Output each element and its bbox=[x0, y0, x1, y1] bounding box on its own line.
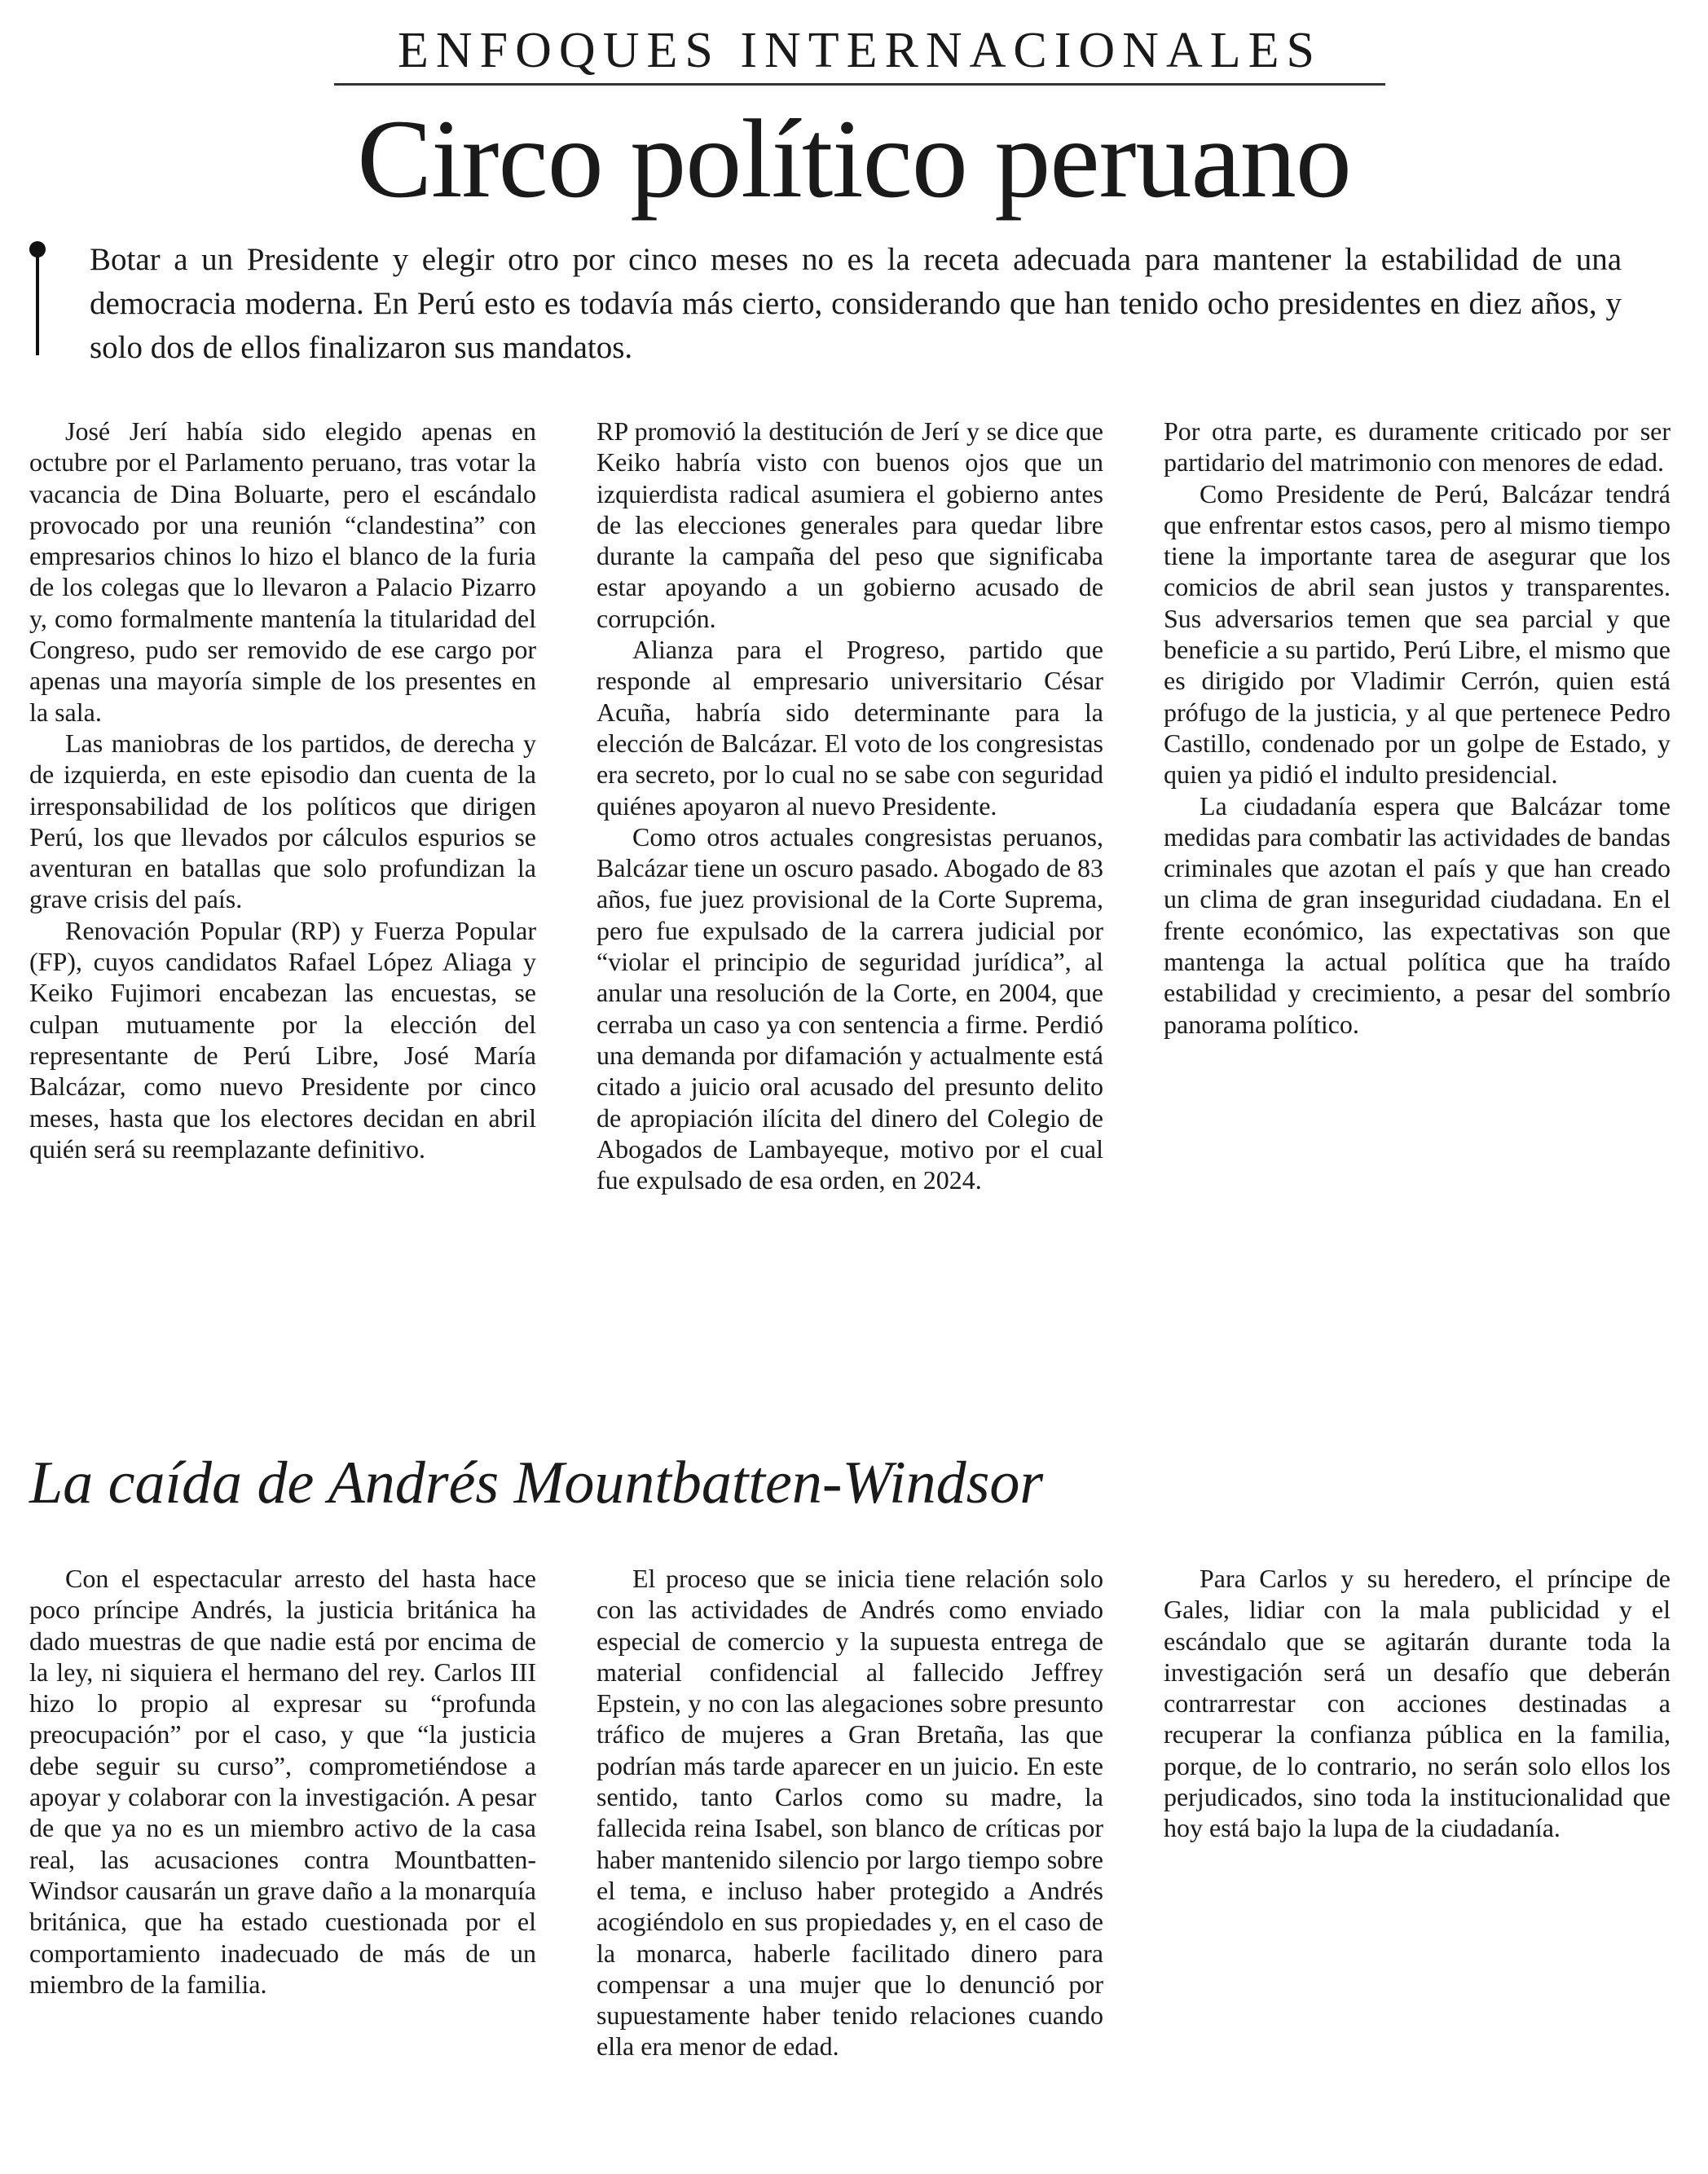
paragraph: Como Presidente de Perú, Balcázar tendrá que enfrentar estos casos, pero al mismo tiempo tiene la importante tarea de asegurar que los comicios de abril sean justos y transparentes. Sus adversarios temen que sea parcial y que beneficie a su partido, Perú Libre, el mismo que es dirigido por Vladimir Cerrón, quien está prófugo de la justicia, y al que pertenece Pedro Castillo, condenado por un golpe de Estado, y quien ya pidió el indulto presidencial. bbox=[1164, 478, 1671, 790]
paragraph: Por otra parte, es duramente criticado por ser partidario del matrimonio con menores de edad. bbox=[1164, 416, 1671, 477]
article2-column-3 bbox=[1164, 1563, 1671, 1844]
paragraph: Para Carlos y su heredero, el príncipe de Gales, lidiar con la mala publicidad y el escándalo que se agitarán durante toda la investigación será un desafío que deberán contrarrestar con acciones destinadas a recuperar la confianza pública en la familia, porque, de lo contrario, no serán solo ellos los perjudicados, sino toda la institucionalidad que hoy está bajo la lupa de la ciudadanía. bbox=[1164, 1564, 1671, 1843]
article2-column-1 bbox=[29, 1563, 536, 2000]
article1-column-3 bbox=[1164, 416, 1671, 1040]
lead-paragraph: Botar a un Presidente y elegir otro por cinco meses no es la receta adecuada para mantener la estabilidad de una democracia moderna. En Perú esto es todavía más cierto, considerando que han tenido ocho presidentes en diez años, y solo dos de ellos finalizaron sus mandatos. bbox=[90, 242, 1622, 365]
headline: Circo político peruano bbox=[357, 96, 1351, 221]
article1-column-1 bbox=[29, 416, 536, 1164]
article1-column-2 bbox=[596, 416, 1103, 1195]
section-header: ENFOQUES INTERNACIONALES bbox=[334, 18, 1385, 86]
paragraph: Las maniobras de los partidos, de derecha y de izquierda, en este episodio dan cuenta de la irresponsabilidad de los políticos que dirigen Perú, los que llevados por cálculos espurios se aventuran en batallas que solo profundizan la grave crisis del país. bbox=[29, 728, 536, 914]
lead-marker-icon bbox=[29, 241, 46, 355]
paragraph: Alianza para el Progreso, partido que responde al empresario universitario César Acuña, habría sido determinante para la elección de Balcázar. El voto de los congresistas era secreto, por lo cual no se sabe con seguridad quiénes apoyaron al nuevo Presidente. bbox=[596, 635, 1103, 821]
paragraph: El proceso que se inicia tiene relación solo con las actividades de Andrés como enviado especial de comercio y la supuesta entrega de material confidencial al fallecido Jeffrey Epstein, y no con las alegaciones sobre presunto tráfico de mujeres a Gran Bretaña, las que podrían más tarde aparecer en un juicio. En este sentido, tanto Carlos como su madre, la fallecida reina Isabel, son blanco de críticas por haber mantenido silencio por largo tiempo sobre el tema, e incluso haber protegido a Andrés acogiéndolo en sus propiedades y, en el caso de la monarca, haberle facilitado dinero para compensar a una mujer que lo denunció por supuestamente haber tenido relaciones cuando ella era menor de edad. bbox=[596, 1564, 1103, 2062]
paragraph: RP promovió la destitución de Jerí y se dice que Keiko habría visto con buenos ojos que un izquierdista radical asumiera el gobierno antes de las elecciones generales para quedar libre durante la campaña del peso que significaba estar apoyando a un gobierno acusado de corrupción. bbox=[596, 416, 1103, 633]
article2-column-2 bbox=[596, 1563, 1103, 2062]
paragraph: José Jerí había sido elegido apenas en octubre por el Parlamento peruano, tras votar la vacancia de Dina Boluarte, pero el escándalo provocado por una reunión “clandestina” con empresarios chinos lo hizo el blanco de la furia de los colegas que lo llevaron a Palacio Pizarro y, como formalmente mantenía la titularidad del Congreso, pudo ser removido de ese cargo por apenas una mayoría simple de los presentes en la sala. bbox=[29, 416, 536, 727]
paragraph: Renovación Popular (RP) y Fuerza Popular (FP), cuyos candidatos Rafael López Aliaga y Keiko Fujimori encabezan las encuestas, se culpan mutuamente por la elección del representante de Perú Libre, José María Balcázar, como nuevo Presidente por cinco meses, hasta que los electores decidan en abril quién será su reemplazante definitivo. bbox=[29, 915, 536, 1164]
subheadline: La caída de Andrés Mountbatten-Windsor bbox=[29, 1450, 1044, 1516]
paragraph: Como otros actuales congresistas peruanos, Balcázar tiene un oscuro pasado. Abogado de 83 años, fue juez provisional de la Corte Suprema, pero fue expulsado de la carrera judicial por “violar el principio de seguridad jurídica”, al anular una resolución de la Corte, en 2004, que cerraba un caso ya con sentencia a firme. Perdió una demanda por difamación y actualmente está citado a juicio oral acusado del presunto delito de apropiación ilícita del dinero del Colegio de Abogados de Lambayeque, motivo por el cual fue expulsado de esa orden, en 2024. bbox=[596, 821, 1104, 1195]
paragraph: La ciudadanía espera que Balcázar tome medidas para combatir las actividades de bandas criminales que azotan el país y que han creado un clima de gran inseguridad ciudadana. En el frente económico, las expectativas son que mantenga la actual política que ha traído estabilidad y crecimiento, a pesar del sombrío panorama político. bbox=[1164, 790, 1671, 1039]
paragraph: Con el espectacular arresto del hasta hace poco príncipe Andrés, la justicia británica ha dado muestras de que nadie está por encima de la ley, ni siquiera el hermano del rey. Carlos III hizo lo propio al expresar su “profunda preocupación” por el caso, y que “la justicia debe seguir su curso”, comprometiéndose a apoyar y colaborar con la investigación. A pesar de que ya no es un miembro activo de la casa real, las acusaciones contra Mountbatten-Windsor causarán un grave daño a la monarquía británica, que ha estado cuestionada por el comportamiento inadecuado de más de un miembro de la familia. bbox=[29, 1564, 536, 1999]
